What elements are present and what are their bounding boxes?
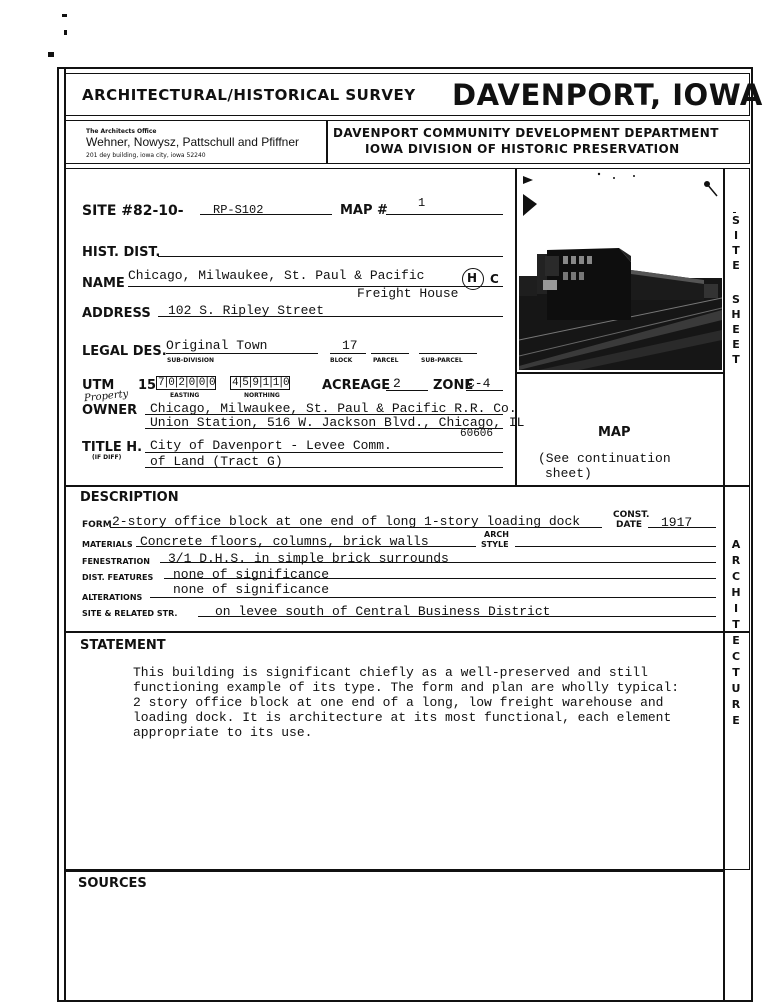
arch-style-label-2: STYLE <box>481 540 509 549</box>
alterations-value: none of significance <box>173 582 330 597</box>
easting-caption: EASTING <box>170 392 200 399</box>
legal-des-label: LEGAL DES. <box>82 344 167 359</box>
side-tab-letter: I <box>733 229 739 242</box>
side-tab-letter: S <box>732 214 740 227</box>
const-date-label-2: DATE <box>616 520 643 530</box>
legal-parcel-line <box>371 353 409 354</box>
name-mark-c: C <box>490 272 499 286</box>
const-date-label-1: CONST. <box>613 510 650 520</box>
map-box-label: MAP <box>598 425 631 440</box>
sub-division-caption: SUB-DIVISION <box>167 357 215 364</box>
statement-line: 2 story office block at one end of a long, low freight warehouse and <box>133 695 664 710</box>
owner-line-b <box>145 428 503 429</box>
owner-label: OWNER <box>82 403 138 418</box>
side-tab-letter: T <box>732 618 740 631</box>
architects-firm-name: Wehner, Nowysz, Pattschull and Pfiffner <box>86 135 299 149</box>
side-tab-letter: C <box>731 570 741 583</box>
address-label: ADDRESS <box>82 306 151 321</box>
stray-mark <box>62 14 67 17</box>
stray-mark <box>64 30 67 35</box>
legal-subdivision-value: Original Town <box>166 338 268 353</box>
const-date-line <box>648 527 716 528</box>
architects-office-label: The Architects Office <box>86 128 157 135</box>
side-tab-letter: E <box>732 634 740 647</box>
architects-firm-address: 201 dey building, iowa city, iowa 52240 <box>86 152 206 159</box>
statement-line: loading dock. It is architecture at its most functional, each element <box>133 710 672 725</box>
zone-label: ZONE <box>433 378 474 393</box>
map-box-note-line-2: sheet) <box>545 466 592 481</box>
side-tab-divider <box>723 168 725 486</box>
department-line-1: DAVENPORT COMMUNITY DEVELOPMENT DEPARTMENT <box>333 126 719 140</box>
photo-map-divider <box>515 372 724 374</box>
map-label: MAP # <box>340 203 388 218</box>
fenestration-line <box>160 562 716 563</box>
alterations-label: ALTERATIONS <box>82 593 143 602</box>
form-value: 2-story office block at one end of long 1-story loading dock <box>112 514 581 529</box>
site-related-value: on levee south of Central Business District <box>215 604 551 619</box>
site-related-label: SITE & RELATED STR. <box>82 609 178 618</box>
address-line <box>158 316 503 317</box>
legal-sub-parcel-line <box>419 353 477 354</box>
site-value: RP-S102 <box>213 203 264 217</box>
description-heading: DESCRIPTION <box>80 490 179 505</box>
zone-line <box>466 390 503 391</box>
zone-value: C-4 <box>467 376 491 391</box>
side-tab-letter: E <box>732 338 740 351</box>
fenestration-label: FENESTRATION <box>82 557 150 566</box>
side-tab-letter: A <box>731 538 741 551</box>
side-tab-letter: C <box>731 650 741 663</box>
side-tab-marker <box>733 212 736 213</box>
name-label: NAME <box>82 276 125 291</box>
sub-parcel-caption: SUB-PARCEL <box>421 357 463 364</box>
map-box-note-line-1: (See continuation <box>538 451 671 466</box>
side-tab-letter: R <box>731 698 741 711</box>
name-line-1: Chicago, Milwaukee, St. Paul & Pacific <box>128 268 425 283</box>
name-line-2: Freight House <box>357 286 459 301</box>
stray-mark <box>48 52 54 57</box>
acreage-label: ACREAGE <box>322 378 391 393</box>
statement-line: This building is significant chiefly as a well-preserved and still <box>133 665 648 680</box>
form-line <box>110 527 602 528</box>
legal-subdivision-line <box>166 353 318 354</box>
site-label: SITE #82-10- <box>82 203 184 219</box>
materials-line <box>136 546 476 547</box>
side-tab-letter: E <box>732 323 740 336</box>
arch-style-label-1: ARCH <box>484 530 509 539</box>
side-tab-letter: T <box>732 353 740 366</box>
alterations-line <box>150 597 716 598</box>
building-photo <box>519 170 722 370</box>
dist-features-line <box>164 578 716 579</box>
arch-style-line <box>515 546 716 547</box>
title-line-a <box>145 452 503 453</box>
owner-line-2: Union Station, 516 W. Jackson Blvd., Chicago, IL <box>150 415 525 430</box>
utm-northing: 4|5|9|1|1|0 <box>232 377 289 389</box>
side-tab-letter: H <box>731 586 741 599</box>
hist-dist-line <box>158 256 503 257</box>
survey-title: ARCHITECTURAL/HISTORICAL SURVEY <box>82 86 416 104</box>
side-tab-letter: U <box>731 682 741 695</box>
fenestration-value: 3/1 D.H.S. in simple brick surrounds <box>168 551 449 566</box>
side-tab-letter: E <box>732 259 740 272</box>
dist-features-value: none of significance <box>173 567 330 582</box>
sources-heading: SOURCES <box>78 876 147 891</box>
title-line-b <box>145 467 503 468</box>
title-caption: (IF DIFF) <box>92 454 122 461</box>
materials-label: MATERIALS <box>82 540 133 549</box>
building-photo-graphic <box>519 170 722 370</box>
map-value: 1 <box>418 196 426 210</box>
sources-right-rule <box>723 870 725 1000</box>
side-tab-letter: E <box>732 714 740 727</box>
title-line-1: City of Davenport - Levee Comm. <box>150 438 392 453</box>
sources-divider <box>64 870 724 872</box>
legal-block-value: 17 <box>342 338 358 353</box>
side-tab-letter: H <box>731 308 741 321</box>
site-related-line <box>198 616 716 617</box>
side-tab-letter: T <box>732 244 740 257</box>
dist-features-label: DIST. FEATURES <box>82 573 154 582</box>
side-tab-letter: T <box>732 666 740 679</box>
side-tab-letter: S <box>732 293 740 306</box>
utm-zone: 15 <box>138 378 157 393</box>
form-label: FORM <box>82 520 112 530</box>
acreage-line <box>386 390 428 391</box>
name-mark-h: H <box>467 271 478 285</box>
title-line-2: of Land (Tract G) <box>150 454 283 469</box>
legal-block-line <box>330 353 366 354</box>
owner-line-3: 60606 <box>460 428 494 440</box>
block-caption: BLOCK <box>330 357 353 364</box>
acreage-value: 2 <box>393 376 401 391</box>
utm-easting: 7|0|2|0|0|0 <box>158 377 215 389</box>
map-line <box>386 214 503 215</box>
parcel-caption: PARCEL <box>373 357 399 364</box>
statement-line: appropriate to its use. <box>133 725 313 740</box>
address-value: 102 S. Ripley Street <box>168 303 325 318</box>
title-label: TITLE H. <box>82 440 143 455</box>
utm-label: UTM <box>82 378 115 393</box>
site-info-divider <box>515 168 517 486</box>
statement-heading: STATEMENT <box>80 638 166 653</box>
materials-value: Concrete floors, columns, brick walls <box>140 534 429 549</box>
owner-line-1: Chicago, Milwaukee, St. Paul & Pacific R.R. Co. <box>150 401 517 416</box>
city-title: DAVENPORT, IOWA <box>452 78 763 112</box>
owner-handwritten-note: Property <box>83 388 129 405</box>
statement-line: functioning example of its type. The form and plan are wholly typical: <box>133 680 680 695</box>
hist-dist-label: HIST. DIST. <box>82 245 161 260</box>
northing-caption: NORTHING <box>244 392 280 399</box>
side-tab-letter: I <box>733 602 739 615</box>
const-date-value: 1917 <box>661 515 693 530</box>
side-tab-letter: R <box>731 554 741 567</box>
department-line-2: IOWA DIVISION OF HISTORIC PRESERVATION <box>365 142 680 156</box>
